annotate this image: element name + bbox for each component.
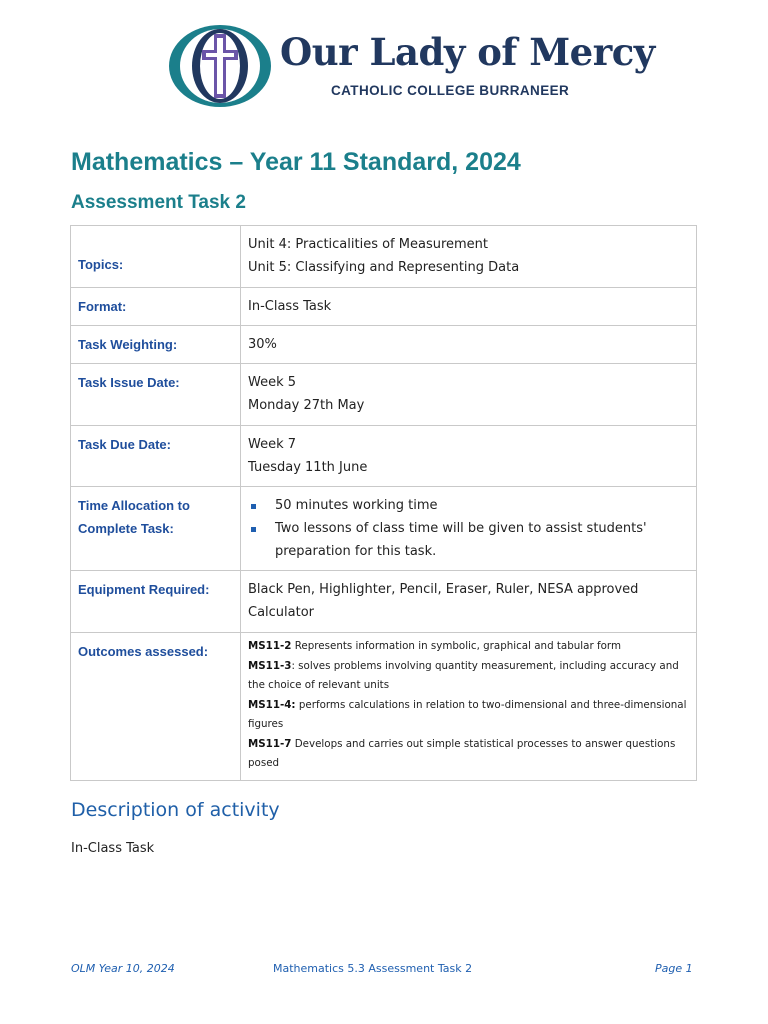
time-allocation-label: Time Allocation to Complete Task: <box>71 487 241 571</box>
outcome-text: : solves problems involving quantity measurement, including accuracy and the choice of relevant units <box>248 659 679 691</box>
outcome-item <box>248 637 689 657</box>
list-item: Two lessons of class time will be given to assist students' preparation for this task. <box>248 517 689 563</box>
time-allocation-value <box>241 487 697 571</box>
due-date: Tuesday 11th June <box>248 460 368 475</box>
outcome-text: Represents information in symbolic, graphical and tabular form <box>291 640 621 652</box>
table-row-issue-date <box>71 364 697 426</box>
footer-page-number: Page 1 <box>655 962 693 975</box>
page-header <box>0 0 768 125</box>
topic-item: Unit 4: Practicalities of Measurement <box>248 237 489 252</box>
outcomes-label: Outcomes assessed: <box>71 633 241 781</box>
table-row-equipment <box>71 571 697 633</box>
school-crest-icon <box>168 24 272 108</box>
school-subtitle: CATHOLIC COLLEGE BURRANEER <box>331 83 570 98</box>
table-row-due-date <box>71 426 697 487</box>
issue-week: Week 5 <box>248 375 297 390</box>
topics-label: Topics: <box>71 226 241 288</box>
due-week: Week 7 <box>248 437 297 452</box>
outcomes-value <box>241 633 697 781</box>
bullet-icon <box>251 504 256 509</box>
outcome-code: MS11-2 <box>248 640 292 652</box>
table-row-time-allocation <box>71 487 697 571</box>
time-allocation-list <box>248 494 689 563</box>
footer-left: OLM Year 10, 2024 <box>71 962 175 975</box>
page-title: Mathematics – Year 11 Standard, 2024 <box>71 148 521 176</box>
section-heading: Description of activity <box>71 799 280 821</box>
outcome-item <box>248 657 689 696</box>
footer-middle: Mathematics 5.3 Assessment Task 2 <box>273 962 473 975</box>
list-item: 50 minutes working time <box>248 494 689 517</box>
equipment-value: Black Pen, Highlighter, Pencil, Eraser, Ruler, NESA approved Calculator <box>241 571 697 633</box>
outcome-code: MS11-3 <box>248 659 292 672</box>
format-label: Format: <box>71 288 241 326</box>
table-row-topics <box>71 226 697 288</box>
due-date-label: Task Due Date: <box>71 426 241 487</box>
outcome-code: MS11-7 <box>248 737 292 750</box>
topics-value <box>241 226 697 288</box>
outcome-text: Develops and carries out simple statistical processes to answer questions posed <box>248 737 676 769</box>
assessment-details-table <box>70 225 697 781</box>
section-body: In-Class Task <box>71 841 155 856</box>
topic-item: Unit 5: Classifying and Representing Data <box>248 260 520 275</box>
due-date-value <box>241 426 697 487</box>
page-subtitle: Assessment Task 2 <box>71 192 246 213</box>
bullet-icon <box>251 527 256 532</box>
table-row-format <box>71 288 697 326</box>
table-row-outcomes <box>71 633 697 781</box>
weighting-label: Task Weighting: <box>71 326 241 364</box>
equipment-label: Equipment Required: <box>71 571 241 633</box>
table-row-weighting <box>71 326 697 364</box>
issue-date-value <box>241 364 697 426</box>
outcome-code: MS11-4: <box>248 698 296 711</box>
issue-date-label: Task Issue Date: <box>71 364 241 426</box>
weighting-value: 30% <box>241 326 697 364</box>
outcome-text: performs calculations in relation to two-dimensional and three-dimensional figures <box>248 698 687 730</box>
school-name: Our Lady of Mercy <box>280 30 655 74</box>
issue-date: Monday 27th May <box>248 398 365 413</box>
outcome-item <box>248 696 689 735</box>
outcome-item <box>248 735 689 774</box>
format-value: In-Class Task <box>241 288 697 326</box>
